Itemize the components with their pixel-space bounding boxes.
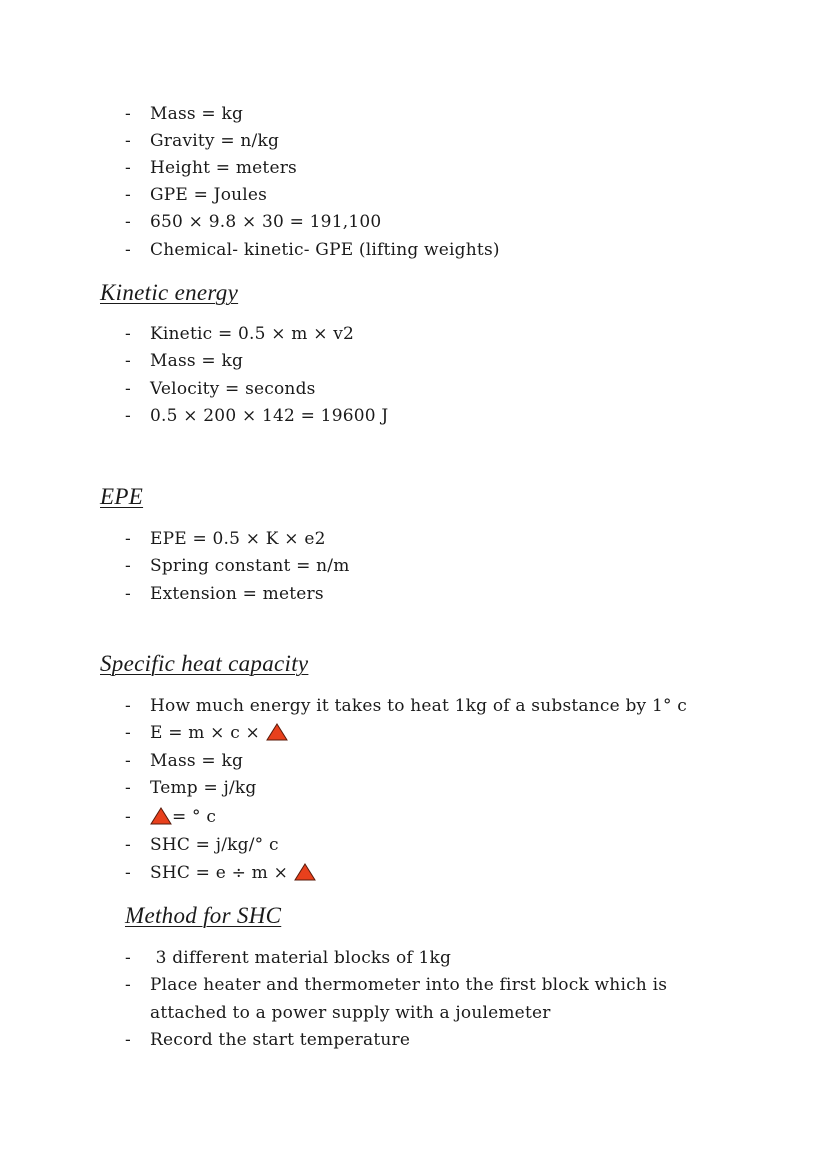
list-item-text: Temp = j/kg (150, 778, 257, 798)
bullet-dash: - (125, 948, 131, 968)
list-item-text: GPE = Joules (150, 185, 268, 205)
list-item (125, 185, 267, 205)
list-item (125, 835, 279, 855)
list-item-text: Record the start temperature (150, 1030, 411, 1050)
bullet-dash: - (125, 835, 131, 855)
bullet-dash: - (125, 975, 131, 995)
delta-triangle-icon (294, 863, 316, 881)
bullet-dash: - (125, 556, 131, 576)
list-item-text: How much energy it takes to heat 1kg of a substance by 1° c (150, 696, 688, 716)
list-item (125, 863, 316, 883)
list-item (125, 406, 388, 426)
bullet-dash: - (125, 723, 131, 743)
list-item (125, 556, 350, 576)
list-item (125, 948, 451, 968)
bullet-dash: - (125, 185, 131, 205)
bullet-dash: - (125, 1030, 131, 1050)
list-item (125, 1030, 410, 1050)
bullet-dash: - (125, 751, 131, 771)
bullet-dash: - (125, 807, 131, 827)
list-item (125, 696, 687, 716)
bullet-dash: - (125, 351, 131, 371)
list-item-text: Mass = kg (150, 751, 244, 771)
list-item-text: = ° c (172, 807, 217, 827)
list-item-text: 0.5 × 200 × 142 = 19600 J (150, 406, 389, 426)
delta-triangle-icon (150, 807, 172, 825)
section-heading-specific-heat-capacity: Specific heat capacity (100, 651, 309, 676)
list-item (125, 240, 500, 260)
list-item-text: Gravity = n/kg (150, 131, 280, 151)
list-item (125, 104, 243, 124)
list-item-text: Chemical- kinetic- GPE (lifting weights) (150, 240, 500, 260)
bullet-dash: - (125, 778, 131, 798)
list-item-text: Place heater and thermometer into the first block which is (150, 975, 668, 995)
list-item (125, 351, 243, 371)
bullet-dash: - (125, 324, 131, 344)
list-item-text: EPE = 0.5 × K × e2 (150, 529, 326, 549)
list-item-text: 650 × 9.8 × 30 = 191,100 (150, 212, 382, 232)
delta-triangle-icon (266, 723, 288, 741)
bullet-dash: - (125, 696, 131, 716)
bullet-dash: - (125, 863, 131, 883)
list-item (125, 158, 297, 178)
list-item-text: E = m × c × (150, 723, 266, 743)
list-item-text: Velocity = seconds (150, 379, 316, 399)
bullet-dash: - (125, 406, 131, 426)
list-item (125, 324, 354, 344)
list-item-text: Kinetic = 0.5 × m × v2 (150, 324, 355, 344)
list-item-text: 3 different material blocks of 1kg (150, 948, 452, 968)
bullet-dash: - (125, 584, 131, 604)
list-item-text: Height = meters (150, 158, 297, 178)
bullet-dash: - (125, 529, 131, 549)
list-item-text: Mass = kg (150, 104, 244, 124)
list-item (125, 529, 326, 549)
list-item-text: Extension = meters (150, 584, 324, 604)
list-item (125, 778, 257, 798)
list-item (125, 131, 279, 151)
bullet-dash: - (125, 131, 131, 151)
list-item-text: SHC = e ÷ m × (150, 863, 294, 883)
list-item (125, 807, 216, 827)
bullet-dash: - (125, 158, 131, 178)
list-item (125, 751, 243, 771)
bullet-dash: - (125, 104, 131, 124)
list-item (125, 975, 667, 995)
list-item (125, 212, 381, 232)
list-item-text: Mass = kg (150, 351, 244, 371)
bullet-dash: - (125, 240, 131, 260)
section-heading-kinetic-energy: Kinetic energy (100, 280, 239, 305)
list-item-text: SHC = j/kg/° c (150, 835, 279, 855)
list-item (125, 379, 316, 399)
list-item-continuation: attached to a power supply with a joulemeter (150, 1003, 551, 1023)
section-heading-method-for-shc: Method for SHC (125, 903, 282, 928)
bullet-dash: - (125, 212, 131, 232)
list-item-text: Spring constant = n/m (150, 556, 350, 576)
list-item (125, 584, 324, 604)
bullet-dash: - (125, 379, 131, 399)
list-item (125, 723, 288, 743)
section-heading-epe: EPE (100, 484, 144, 509)
